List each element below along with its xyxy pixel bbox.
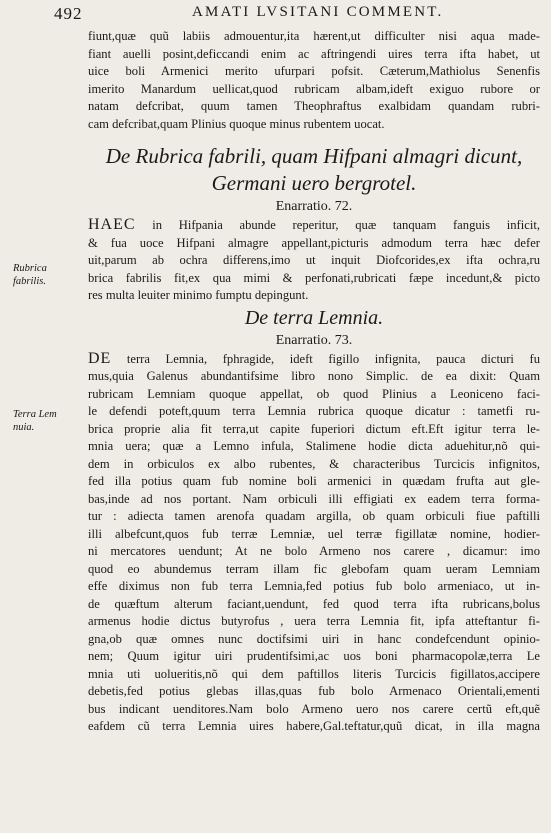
text-line: ni mercatores uendunt; At ne bolo Armeno nos carere , dicamur: imo — [88, 544, 540, 558]
text-line: armenus hodie dictus butyrofus , uera terra Lemnia fit, ipfa atteftantur fi- — [88, 614, 540, 628]
enarratio-label: Enarratio. 73. — [275, 332, 353, 348]
initial-word: HAEC — [88, 216, 136, 233]
text-line: quod eo abundemus terram illam fic glebofam quam ueram Lemniam — [88, 561, 540, 576]
text-line: effe diximus non fub terra Lemnia,fed potius fub bolo armeniaco, ut in- — [88, 579, 540, 593]
text-line: debetis,fed potius glebas illas,quas fub bolo Armenaco Orientali,ementi — [88, 684, 540, 698]
page-number: 492 — [54, 4, 83, 23]
text-line: mus,quia Galenus abundantifsime libro nono Simplic. de ea dixit: Quam — [88, 369, 540, 383]
text-line: gna,ob quæ omnes nunc doctifsimi uiri in hanc condefcendunt opinio- — [88, 631, 540, 646]
text-line: brica proprie alia fit terra,ut capite fuperiori dictum eft.Eft igitur terra le- — [88, 421, 540, 436]
text-line: mnia uti uolueritis,nõ qui dem paftillos literis Turcicis figillatos,accipere — [88, 666, 540, 681]
text-line: fiant auelli posint,deficcandi enim ac aftringendi uires terra ifta habet, ut — [88, 46, 540, 61]
text-line: nem; Quum igitur uiri prudentifsimi,ac uos boni pharmacopolæ,terra Le — [88, 649, 540, 663]
margin-note-rubrica — [13, 262, 47, 288]
text-line: mnia uera; quæ a Lemno infula, Stalimene hodie dicta aduehitur,nõ qui- — [88, 439, 540, 453]
section-heading-rubrica-line2: Germani uero bergrotel. — [211, 171, 417, 195]
text-line: tur : adiecta tamen arenofa quadam argilla, ob quam orbiculi fiue paftilli — [88, 509, 540, 523]
margin-note-line: Terra Lem — [13, 409, 57, 420]
enarratio-label: Enarratio. 72. — [275, 199, 353, 214]
paragraph-rubrica — [88, 216, 540, 305]
text-line: res multa leuiter minimo fumptu depingunt. — [88, 288, 309, 302]
text-line: dem in orbiculos ex albo rubentes, & characteribus Turcicis infignitos, — [88, 456, 540, 471]
section-heading-rubrica: De Rubrica fabrili, quam Hifpani almagri dicunt, — [105, 144, 523, 168]
text-line: rubricam Lemniam quoque appellat, ob quod Plinius a Leoniceno faci- — [88, 386, 540, 401]
initial-word: DE — [88, 349, 112, 367]
text-line: illi albefcunt,quos fub terræ Lemniæ, uel terræ figillatæ nomine, hodier- — [88, 526, 540, 541]
text-line: imerito Manardum uellicat,quod rubricam albam,ideft exiguo rubore or — [88, 81, 540, 96]
text-run: in Hifpania abunde reperitur, quæ tanquam fanguis inficit, — [135, 218, 540, 232]
text-line: uit,parum ab ochra differens,imo ut inquit Diofcorides,ex ifta ochra,ru — [88, 253, 540, 267]
running-title: AMATI LVSITANI COMMENT. — [192, 4, 444, 20]
text-line: le defendi poteft,quum terra Lemnia rubrica quoque dicatur : tametfi ru- — [88, 404, 540, 418]
text-line: eafdem cũ terra Lemnia uires habere,Gal.teftatur,quũ dicat, in illa magna — [88, 719, 540, 733]
text-line — [88, 350, 540, 369]
margin-note-terra-lemnia — [13, 408, 57, 434]
margin-note-line: fabrilis. — [13, 276, 46, 287]
text-line — [88, 216, 540, 235]
text-line: de quæftum alterum faciant,uendunt, fed quod terra ifta rubricans,bolus — [88, 596, 540, 611]
paragraph-continued — [88, 28, 540, 133]
text-line: natam defcribat, quum tamen Theophraftus exalbidam quandam rubri- — [88, 99, 540, 113]
text-line: fiunt,quæ quũ labiis admouentur,ita hærent,ut difficulter nisi aqua made- — [88, 29, 540, 43]
text-line: brica fabrilis fit,ex qua mimi & perfonati,rubricati fæpe incedunt,& picto — [88, 270, 540, 285]
text-column — [88, 28, 540, 736]
section-heading-lemnia: De terra Lemnia. — [244, 306, 384, 329]
text-run: terra Lemnia, fphragide, ideft figillo infignita, pauca dicturi fu — [111, 351, 540, 366]
text-line: uice boli Armenici merito ufurpari pofsit. Cæterum,Mathiolus Senenfis — [88, 64, 540, 78]
margin-note-line: nuia. — [13, 422, 35, 433]
text-line: bas,inde ad nos portant. Nam orbiculi illi effigiati ex eadem terra forma- — [88, 491, 540, 506]
paragraph-lemnia — [88, 350, 540, 736]
text-line: bus indicant uenditores.Nam bolo Armeno uero nos carere certũ eft,quẽ — [88, 701, 540, 716]
text-line: & fua uoce Hifpani almagre appellant,picturis admodum terra hæc defer — [88, 235, 540, 250]
text-line: cam defcribat,quam Plinius quoque minus rubentem uocat. — [88, 116, 385, 131]
text-line: fed illa potius quam fub nomine boli armenici in quædam frufta aut gle- — [88, 474, 540, 488]
margin-note-line: Rubrica — [13, 263, 47, 274]
